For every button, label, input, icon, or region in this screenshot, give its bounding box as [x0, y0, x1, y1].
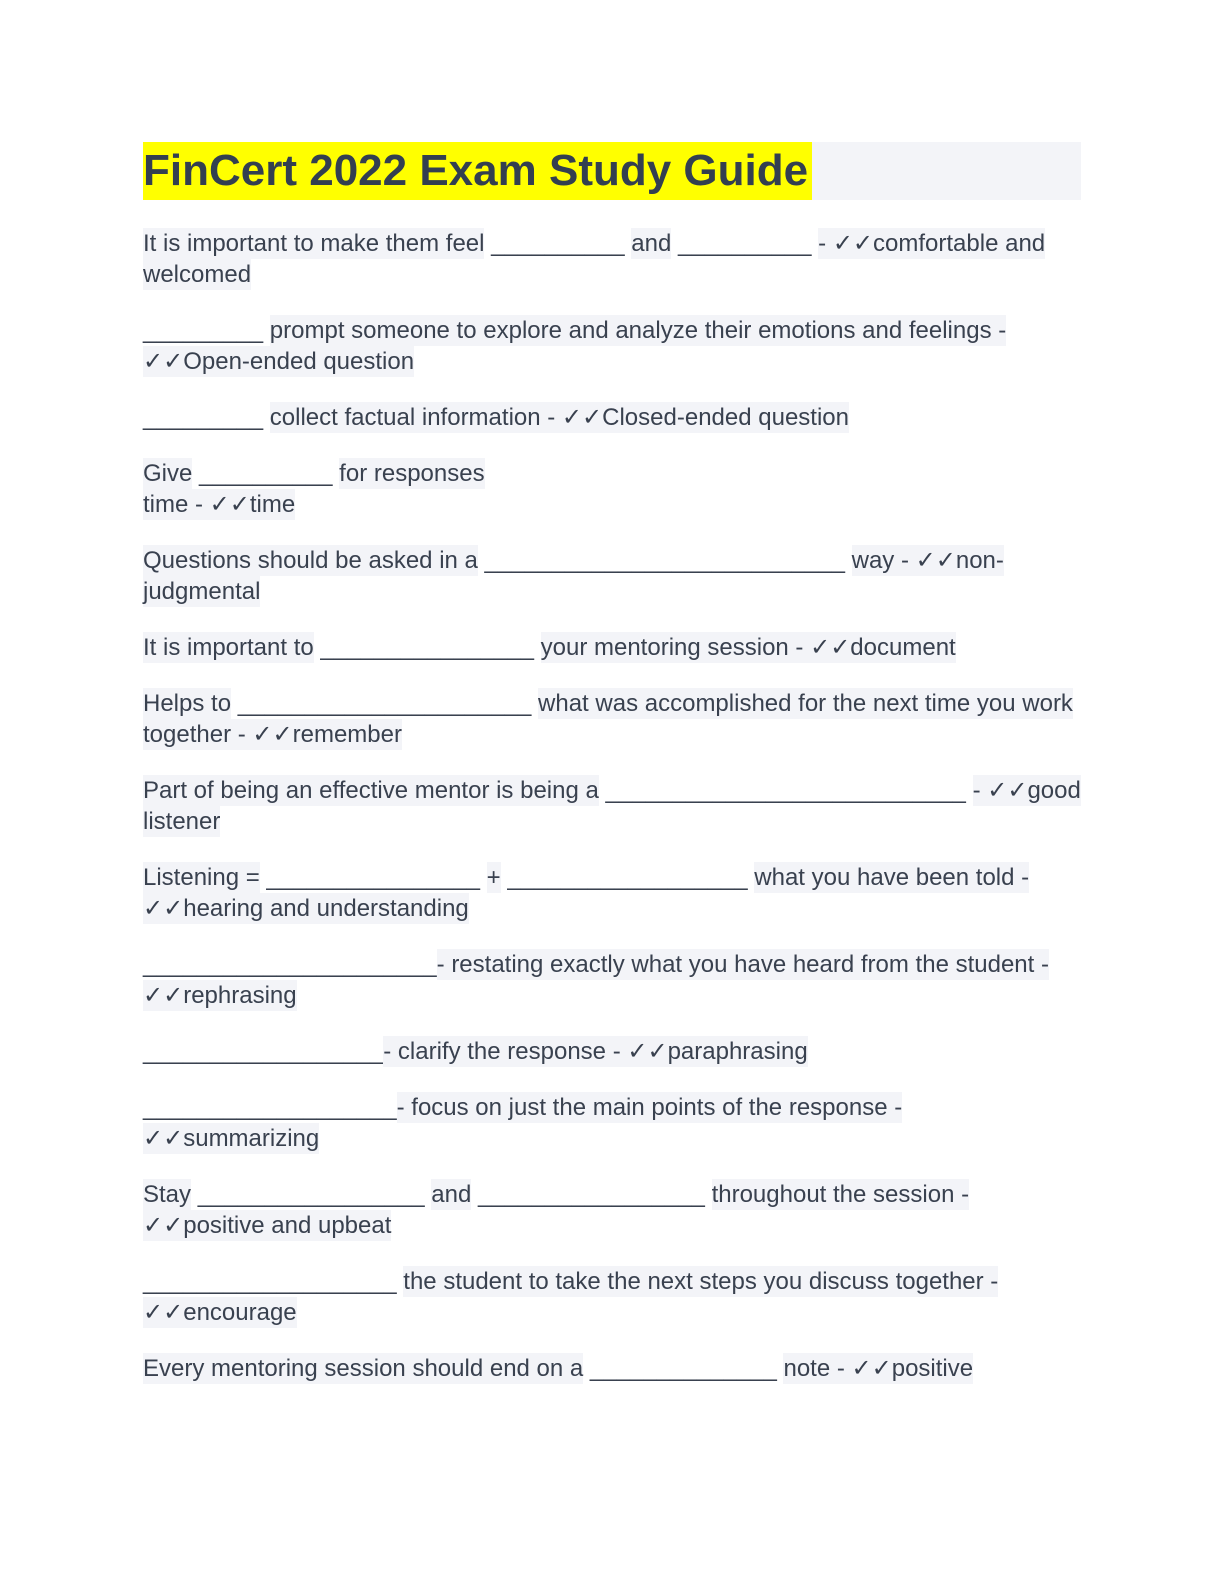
blank-run: _________________ — [191, 1181, 432, 1208]
text-run: way - ✓✓non-judgmental — [143, 547, 1004, 605]
text-run: what you have been told - ✓✓hearing and understanding — [143, 864, 1030, 922]
text-run: and — [631, 230, 672, 257]
paragraph — [143, 862, 1081, 924]
blank-run: __________ — [192, 460, 340, 487]
page-title — [143, 142, 1081, 200]
blank-run: ___________________ — [143, 1094, 397, 1121]
blank-run: _________ — [143, 317, 270, 344]
page-title-text: FinCert 2022 Exam Study Guide — [143, 142, 812, 200]
text-run: It is important to — [143, 634, 314, 661]
blank-run: ___________________________ — [598, 777, 973, 804]
text-run: for responses — [339, 460, 485, 487]
text-run: Part of being an effective mentor is being a — [143, 777, 599, 804]
paragraph — [143, 688, 1081, 750]
text-run: Every mentoring session should end on a — [143, 1355, 584, 1382]
text-run: - ✓✓comfortable and welcomed — [143, 230, 1046, 288]
text-run: Listening = — [143, 864, 260, 891]
text-run: - ✓✓good listener — [143, 777, 1081, 835]
text-run: Helps to — [143, 690, 232, 717]
paragraph — [143, 1036, 1081, 1067]
document-body — [143, 228, 1081, 1384]
text-run: your mentoring session - ✓✓document — [540, 634, 956, 661]
paragraph — [143, 632, 1081, 663]
paragraph — [143, 1266, 1081, 1328]
text-run: throughout the session - ✓✓positive and upbeat — [143, 1181, 970, 1239]
blank-run: __________________ — [143, 1038, 384, 1065]
blank-run: _________ — [143, 404, 270, 431]
text-run: - restating exactly what you have heard from the student - ✓✓rephrasing — [143, 951, 1049, 1009]
blank-run: ___________________________ — [477, 547, 852, 574]
text-run: prompt someone to explore and analyze their emotions and feelings - ✓✓Open-ended question — [143, 317, 1007, 375]
paragraph — [143, 1353, 1081, 1384]
paragraph — [143, 1179, 1081, 1241]
paragraph — [143, 402, 1081, 433]
paragraph — [143, 228, 1081, 290]
paragraph — [143, 949, 1081, 1011]
blank-run: __________________ — [500, 864, 755, 891]
blank-run: _________________ — [471, 1181, 712, 1208]
paragraph — [143, 315, 1081, 377]
blank-run: ______________________ — [231, 690, 539, 717]
blank-run: ________________ — [259, 864, 487, 891]
text-run: and — [431, 1181, 472, 1208]
text-run: the student to take the next steps you discuss together - ✓✓encourage — [143, 1268, 999, 1326]
paragraph — [143, 1092, 1081, 1154]
text-run: Stay — [143, 1181, 192, 1208]
text-run: - clarify the response - ✓✓paraphrasing — [383, 1038, 808, 1065]
title-highlight-filler — [812, 142, 1081, 200]
blank-run: ________________ — [313, 634, 541, 661]
paragraph — [143, 775, 1081, 837]
text-run: time - ✓✓time — [143, 491, 296, 518]
text-run: It is important to make them feel — [143, 230, 485, 257]
document-content — [143, 142, 1081, 1384]
text-run: Give — [143, 460, 193, 487]
text-run: note - ✓✓positive — [783, 1355, 974, 1382]
paragraph — [143, 545, 1081, 607]
paragraph — [143, 458, 1081, 520]
blank-run: __________ — [671, 230, 819, 257]
text-run: what was accomplished for the next time you work together - ✓✓remember — [143, 690, 1073, 748]
text-run: Questions should be asked in a — [143, 547, 478, 574]
text-run: + — [486, 864, 501, 891]
text-run: collect factual information - ✓✓Closed-ended question — [269, 404, 849, 431]
text-run: - focus on just the main points of the response - ✓✓summarizing — [143, 1094, 903, 1152]
blank-run: ___________________ — [143, 1268, 404, 1295]
blank-run: ______________ — [583, 1355, 784, 1382]
blank-run: __________ — [484, 230, 632, 257]
blank-run: ______________________ — [143, 951, 437, 978]
